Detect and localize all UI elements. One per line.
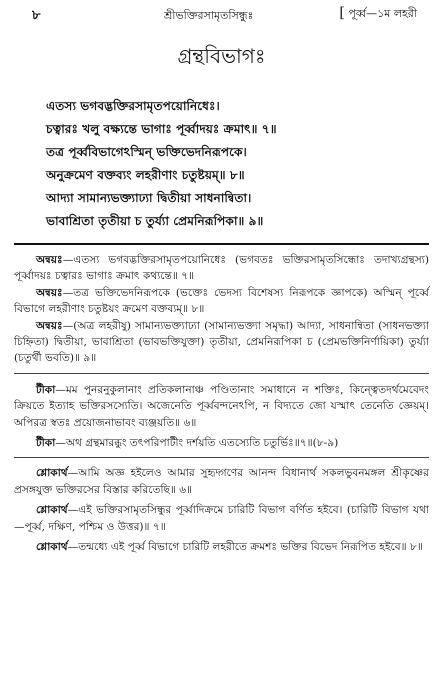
tika-paragraph	[14, 435, 429, 451]
tika-text: —অথ গ্রন্থমারব্ধুং তৎপরিপাটীং দর্শয়তি এতস্যেতি চতুর্ভিঃ॥৭॥(৮-৯)	[55, 437, 339, 450]
tika-paragraph	[14, 382, 429, 431]
anvaya-paragraph	[14, 285, 429, 318]
shlokartha-paragraph	[14, 465, 429, 498]
verse-line: তত্র পূর্ব্ববিভাগেঽস্মিন্ ভক্তিভেদনিরূপকে।	[46, 145, 247, 159]
anvaya-label: অন্বয়ঃ	[36, 254, 63, 266]
anvaya-text: —এতস্য ভগবদ্ভক্তিরসামৃতপয়োনিধেঃ (ভগবতঃ ভক্তিরসামৃতসিন্ধোঃ তদাখ্যগ্রন্থস্য) পূর্ব্বাদয়ঃ চত্বারঃ ভাগাঃ ক্রমাৎ কথ্যন্তে॥ ৭॥	[14, 254, 429, 283]
chapter-bracket: [	[339, 5, 345, 21]
anvaya-label: অন্বয়ঃ	[36, 319, 63, 332]
anvaya-section	[14, 245, 429, 373]
chapter-text: পূর্ব্ব—১ম লহরী	[348, 7, 417, 20]
tika-text: —মম পুনরনুকুলানাং প্রতিকলানাঞ্চ পণ্ডিতানাং সমাধানে ন শক্তিঃ, কিন্ত্বেতদর্থমেবেদং ক্রিয়তে ইত্যাহ ভক্তিরসস্যেতি। অজেনেতি পূর্ব্ববন্দনেঽপি, ন বিদ্যতে জো যস্মাৎ তেনেতি জ্ঞেয়ম্। অপিরত্র স্বতঃ প্রয়োজনাভাবং ব্যঞ্জয়তি॥ ৬॥	[14, 383, 429, 429]
anvaya-paragraph	[14, 252, 429, 285]
anvaya-label: অন্বয়ঃ	[36, 286, 63, 299]
anvaya-text: —(অত্র লহরীষু) সামান্যভক্ত্যাঢ্যা (সামান্যভক্ত্যা সমৃদ্ধা) আদ্যা, সাধনান্বিতা (সাধনভক্ত্যা চিহ্নিতা) দ্বিতীয়া, ভাবাশ্রিতা (ভাবভক্তিযুক্তা) তৃতীয়া, প্রেমনিরূপিকা চ (প্রেমভক্তিনির্ণায়িকা) তুর্য্যা (চতুর্থী ভবতি)॥ ৯॥	[14, 319, 429, 365]
shlokartha-text: —এই ভক্তিরসামৃতসিন্ধুর পূর্ব্বাদিক্রমে চারিটি বিভাগ বর্ণিত হইবে। (চারিটি বিভাগ যথা—পূর্ব্ব, দক্ষিণ, পশ্চিম ও উত্তর)॥ ৭॥	[14, 504, 429, 533]
shlokartha-label: শ্লোকার্থ	[36, 467, 68, 480]
running-title: শ্রীভক্তিরসামৃতসিন্ধুঃ	[164, 9, 254, 22]
verse-line: এতস্য ভগবদ্ভক্তিরসামৃতপয়োনিধেঃ।	[46, 99, 220, 113]
shlokartha-text: —আমি অজ্ঞ হইলেও আমার সুহৃদ্গণের আনন্দ বিধানার্থ সকলভুবনমঙ্গল শ্রীকৃষ্ণের প্রসঙ্গযুক্ত ভক্তিরসের বিস্তার করিতেছি॥ ৬॥	[14, 467, 429, 496]
shlokartha-section	[14, 458, 429, 555]
shlokartha-text: —তন্মধ্যে এই পূর্ব্ব বিভাগে চারিটি লহরীতে ক্রমশঃ ভক্তির বিভেদ নিরূপিত হইবে॥ ৮॥	[67, 541, 423, 554]
page-number: ৮	[32, 8, 41, 23]
page-header	[14, 4, 429, 26]
shlokartha-label: শ্লোকার্থ	[36, 504, 68, 517]
verse-line: চত্বারঃ খলু বক্ষ্যন্তে ভাগাঃ পূর্ব্বাদয়ঃ ক্রমাৎ॥ ৭॥	[46, 122, 277, 136]
verse-block	[14, 95, 429, 233]
tika-label: টীকা	[36, 383, 56, 396]
shlokartha-paragraph	[14, 502, 429, 535]
anvaya-paragraph	[14, 318, 429, 367]
shlokartha-label: শ্লোকার্থ	[36, 541, 68, 554]
verse-line: ভাবাশ্রিতা তৃতীয়া চ তুর্য্যা প্রেমনিরূপিকা॥ ৯॥	[46, 214, 264, 228]
verse-line: আদ্যা সামান্যভক্ত্যাঢ্যা দ্বিতীয়া সাধনান্বিতা।	[46, 191, 252, 205]
tika-section	[14, 374, 429, 458]
anvaya-text: —তত্র ভক্তিভেদনিরূপকে (ভক্তেঃ ভেদস্য বিশেষস্য নিরূপকে জ্ঞাপকে) অস্মিন্ পূর্ব্বে বিভাগে লহরীণাং চতুষ্টয়ং ক্রমেণ বক্তব্যম্॥ ৮॥	[14, 286, 429, 316]
tika-label: টীকা	[36, 437, 56, 450]
shlokartha-paragraph	[14, 539, 429, 555]
verse-line: অনুক্রমেণ বক্তব্যং লহরীণাং চতুষ্টয়ম্॥ ৮॥	[46, 168, 245, 182]
section-title: গ্রন্থবিভাগঃ	[177, 44, 266, 68]
chapter-label	[339, 5, 417, 24]
